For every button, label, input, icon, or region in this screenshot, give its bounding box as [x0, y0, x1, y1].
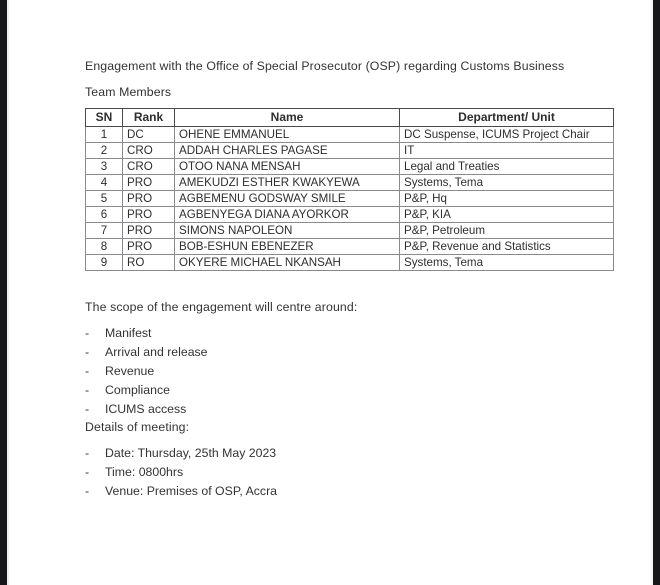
- table-row: [86, 191, 614, 207]
- table-row: [86, 143, 614, 159]
- cell-name: AGBEMENU GODSWAY SMILE: [175, 191, 400, 207]
- scope-heading: The scope of the engagement will centre around:: [85, 300, 358, 314]
- cell-rank: PRO: [123, 207, 175, 223]
- column-header-name: Name: [175, 109, 400, 127]
- meeting-date: Date: Thursday, 25th May 2023: [105, 446, 277, 460]
- cell-rank: CRO: [123, 159, 175, 175]
- bullet-dash: -: [85, 364, 90, 378]
- cell-department: Systems, Tema: [400, 175, 614, 191]
- cell-sn: 1: [86, 127, 123, 143]
- cell-sn: 4: [86, 175, 123, 191]
- cell-sn: 8: [86, 239, 123, 255]
- bullet-dash: -: [85, 345, 90, 359]
- cell-department: Legal and Treaties: [400, 159, 614, 175]
- list-item: [85, 484, 277, 503]
- cell-department: P&P, Hq: [400, 191, 614, 207]
- list-item: [85, 345, 208, 364]
- cell-rank: PRO: [123, 239, 175, 255]
- column-header-rank: Rank: [123, 109, 175, 127]
- meeting-details-list: [85, 446, 277, 503]
- meeting-time: Time: 0800hrs: [105, 465, 184, 479]
- meeting-venue: Venue: Premises of OSP, Accra: [105, 484, 278, 498]
- cell-sn: 9: [86, 255, 123, 271]
- cell-rank: PRO: [123, 175, 175, 191]
- bullet-dash: -: [85, 484, 90, 498]
- cell-department: IT: [400, 143, 614, 159]
- list-item-label: Revenue: [105, 364, 155, 378]
- cell-department: P&P, KIA: [400, 207, 614, 223]
- table-row: [86, 127, 614, 143]
- table-row: [86, 239, 614, 255]
- column-header-sn: SN: [86, 109, 123, 127]
- team-members-heading: Team Members: [85, 85, 172, 99]
- meeting-details-heading: Details of meeting:: [85, 420, 190, 434]
- list-item: [85, 465, 277, 484]
- list-item: [85, 326, 208, 345]
- document-title: Engagement with the Office of Special Prosecutor (OSP) regarding Customs Business: [85, 59, 565, 73]
- team-members-table: [85, 108, 614, 271]
- list-item-label: ICUMS access: [105, 402, 187, 416]
- cell-name: OKYERE MICHAEL NKANSAH: [175, 255, 400, 271]
- list-item-label: Manifest: [105, 326, 152, 340]
- list-item: [85, 383, 208, 402]
- cell-name: BOB-ESHUN EBENEZER: [175, 239, 400, 255]
- cell-rank: CRO: [123, 143, 175, 159]
- cell-department: P&P, Petroleum: [400, 223, 614, 239]
- table-header-row: [86, 109, 614, 127]
- page-right-edge-inner: [651, 0, 653, 585]
- cell-sn: 2: [86, 143, 123, 159]
- list-item: [85, 402, 208, 421]
- cell-rank: DC: [123, 127, 175, 143]
- cell-rank: RO: [123, 255, 175, 271]
- table-row: [86, 175, 614, 191]
- cell-rank: PRO: [123, 223, 175, 239]
- page-left-edge-inner: [7, 0, 9, 585]
- cell-name: OHENE EMMANUEL: [175, 127, 400, 143]
- bullet-dash: -: [85, 402, 90, 416]
- cell-department: DC Suspense, ICUMS Project Chair: [400, 127, 614, 143]
- list-item-label: Compliance: [105, 383, 170, 397]
- page-left-edge: [0, 0, 7, 585]
- cell-name: ADDAH CHARLES PAGASE: [175, 143, 400, 159]
- list-item-label: Arrival and release: [105, 345, 208, 359]
- cell-sn: 3: [86, 159, 123, 175]
- bullet-dash: -: [85, 446, 90, 460]
- table-row: [86, 223, 614, 239]
- cell-sn: 6: [86, 207, 123, 223]
- table-row: [86, 207, 614, 223]
- list-item: [85, 364, 208, 383]
- page-right-edge: [653, 0, 660, 585]
- cell-name: OTOO NANA MENSAH: [175, 159, 400, 175]
- cell-rank: PRO: [123, 191, 175, 207]
- cell-sn: 5: [86, 191, 123, 207]
- cell-department: P&P, Revenue and Statistics: [400, 239, 614, 255]
- scope-list: [85, 326, 208, 421]
- cell-sn: 7: [86, 223, 123, 239]
- table-row: [86, 255, 614, 271]
- table-row: [86, 159, 614, 175]
- list-item: [85, 446, 277, 465]
- column-header-department: Department/ Unit: [400, 109, 614, 127]
- cell-name: AGBENYEGA DIANA AYORKOR: [175, 207, 400, 223]
- cell-name: AMEKUDZI ESTHER KWAKYEWA: [175, 175, 400, 191]
- bullet-dash: -: [85, 326, 90, 340]
- bullet-dash: -: [85, 465, 90, 479]
- bullet-dash: -: [85, 383, 90, 397]
- cell-department: Systems, Tema: [400, 255, 614, 271]
- cell-name: SIMONS NAPOLEON: [175, 223, 400, 239]
